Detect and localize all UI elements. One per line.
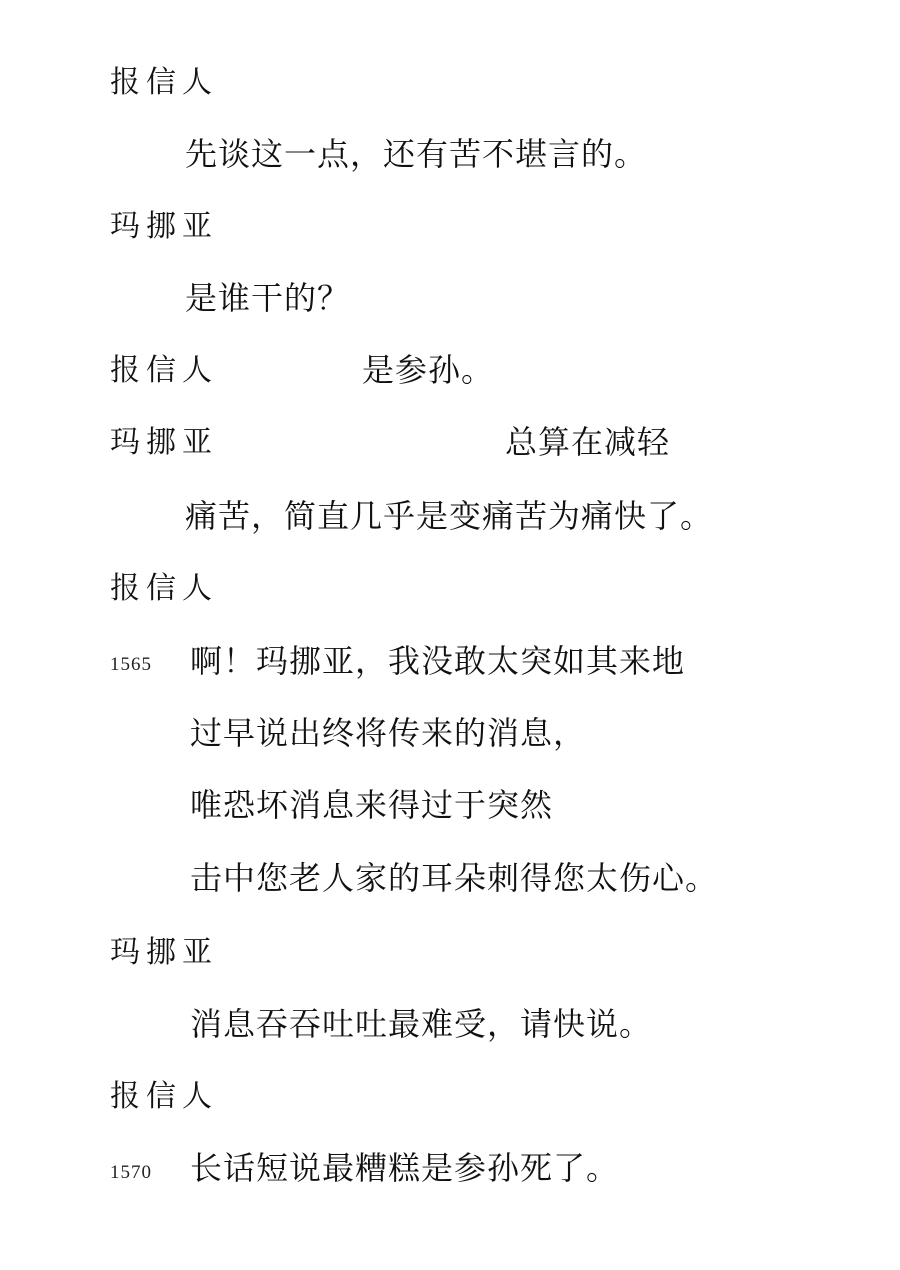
verse-line: 唯恐坏消息来得过于突然	[190, 786, 554, 824]
line-number: 1570	[110, 1162, 152, 1183]
line-number: 1565	[110, 654, 152, 675]
verse-line: 痛苦，简直几乎是变痛苦为痛快了。	[185, 497, 714, 535]
verse-line: 击中您老人家的耳朵刺得您太伤心。	[190, 859, 719, 897]
verse-line: 消息吞吞吐吐最难受，请快说。	[190, 1005, 653, 1043]
speaker-name: 报信人	[110, 65, 218, 100]
speaker-name: 报信人	[110, 1079, 218, 1114]
speaker-name: 玛挪亚	[110, 935, 218, 970]
verse-line: 是谁干的？	[185, 279, 351, 317]
verse-line: 先谈这一点，还有苦不堪言的。	[185, 135, 648, 173]
speaker-name: 玛挪亚	[110, 209, 218, 244]
verse-line: 是参孙。	[362, 351, 495, 389]
verse-line: 啊！玛挪亚，我没敢太突如其来地	[190, 642, 686, 680]
speaker-name: 报信人	[110, 571, 218, 606]
verse-line: 过早说出终将传来的消息，	[190, 714, 587, 752]
speaker-name: 报信人	[110, 353, 218, 388]
verse-line: 长话短说最糟糕是参孙死了。	[190, 1149, 620, 1187]
speaker-name: 玛挪亚	[110, 425, 218, 460]
verse-line: 总算在减轻	[505, 423, 671, 461]
